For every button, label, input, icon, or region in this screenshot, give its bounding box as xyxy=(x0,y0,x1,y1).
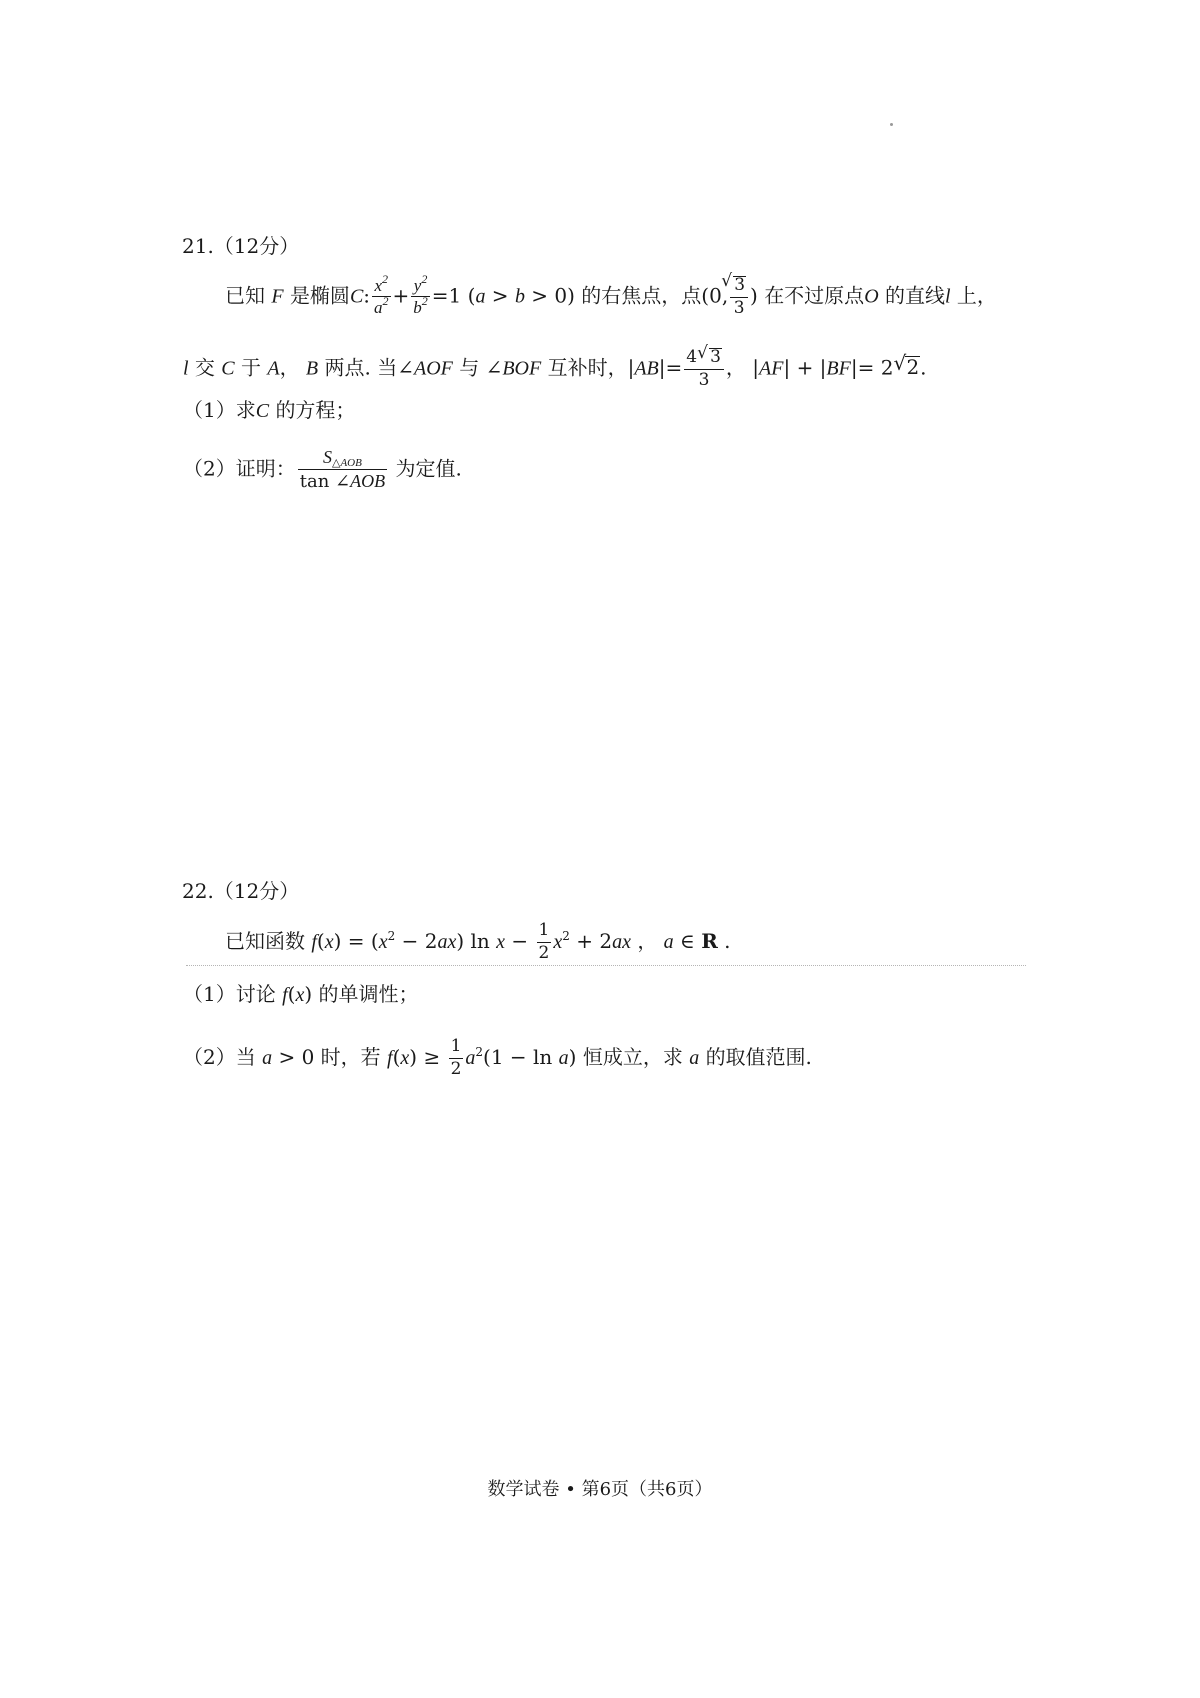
q21-part1: （1）求C 的方程； xyxy=(183,398,356,422)
fraction-4sqrt3-3: $\frac{4√ 3}{3}$ xyxy=(684,348,724,390)
dotted-divider xyxy=(186,965,1026,966)
q21-statement-line1: 已知 F 是椭圆C: $\frac{x^2}{a^2}$ + $\frac{y^2}{b^2}$ =1 (a > b > 0) 的右焦点，点(0, √ $\frac{3}{3}$ ) 在不过原点O 的直线l 上， xyxy=(225,276,997,318)
fraction-x2-a2: $\frac{x^2}{a^2}$ xyxy=(374,271,389,318)
q22-header: 22.（12分） xyxy=(182,879,300,903)
q22-part1: （1）讨论 f(x) 的单调性； xyxy=(183,982,419,1006)
scan-speck xyxy=(890,123,893,126)
q21-header: 21.（12分） xyxy=(182,234,300,258)
fraction-one-half-2: $\frac{1}{2}$ xyxy=(450,1036,462,1079)
q21-statement-line2: l 交 C 于 A， B 两点. 当∠AOF 与 ∠BOF 互补时，|AB|= $\frac{4√ 3}{3}$ ， |AF| + |BF|= 2√ 2. xyxy=(183,348,927,390)
fraction-one-half: $\frac{1}{2}$ xyxy=(538,920,550,963)
fraction-area-over-tan: $\frac{S_{\triangle AOB}}{\text{tan ∠AOB}}$ xyxy=(299,447,386,492)
q22-statement: 已知函数 $f(x) = (x^2 - 2ax)$ ln x − $\frac{1}{2}$ $x^2 + 2ax$ ， a ∈ R . xyxy=(225,920,731,963)
page-footer: 数学试卷 • 第6页（共6页） xyxy=(487,1479,713,1500)
q21-part2: （2）证明： $\frac{S_{\triangle AOB}}{\text{tan ∠AOB}}$ 为定值. xyxy=(183,447,462,492)
fraction-sqrt3-3: √ $\frac{3}{3}$ xyxy=(730,276,748,318)
q22-part2: （2）当 a > 0 时，若 f(x) ≥ $\frac{1}{2}$ $a^2(1 - \ln a)$ 恒成立，求 a 的取值范围. xyxy=(183,1036,812,1079)
fraction-y2-b2: $\frac{y^2}{b^2}$ xyxy=(413,271,428,318)
